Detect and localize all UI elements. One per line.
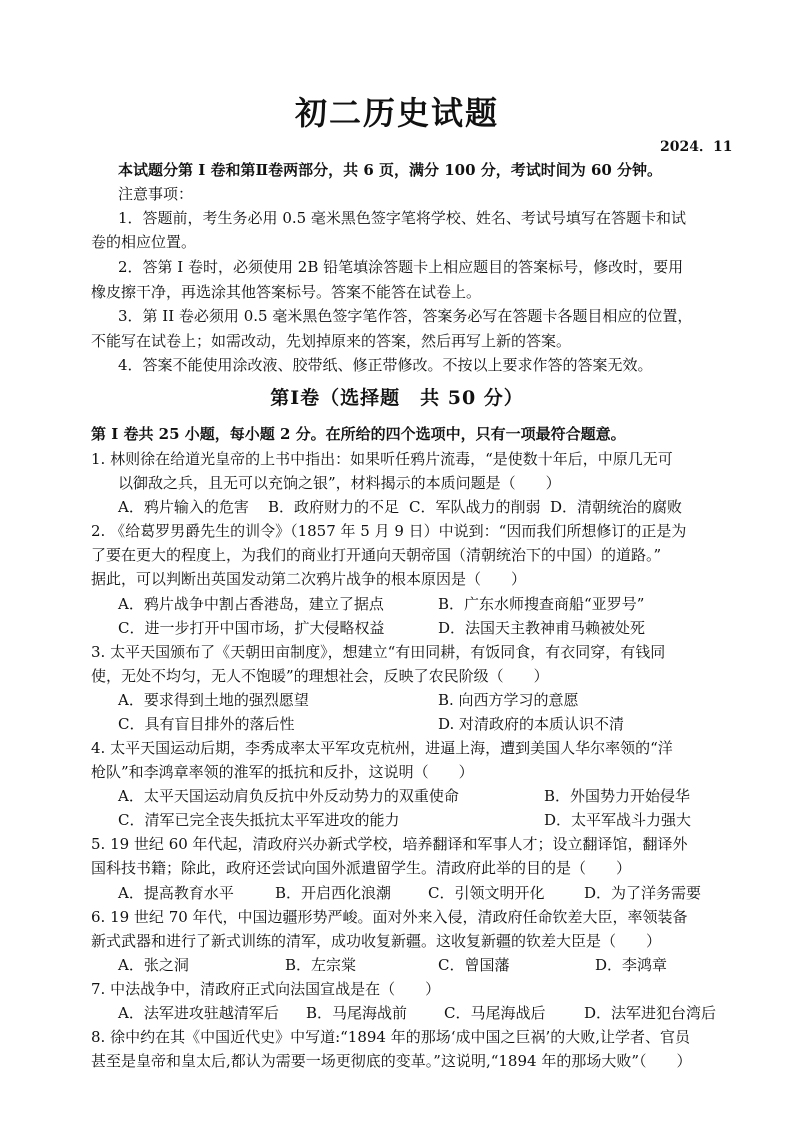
option-c: C．军队战力的削弱 xyxy=(409,498,541,516)
question-text: 国科技书籍；除此，政府还尝试向国外派遣留学生。清政府此举的目的是（ ） xyxy=(91,859,632,877)
option-a: A．太平天国运动肩负反抗中外反动势力的双重使命 xyxy=(118,787,459,805)
note-line: 1．答题前，考生务必用 0.5 毫米黑色签字笔将学校、姓名、考试号填写在答题卡和试 xyxy=(118,209,686,227)
exam-title: 初二历史试题 xyxy=(294,94,499,132)
question-text: 据此，可以判断出英国发动第二次鸦片战争的根本原因是（ ） xyxy=(91,570,527,588)
question-text: 8. 徐中约在其《中国近代史》中写道:“1894 年的那场‘成中国之巨祸’的大败,让学者、官员 xyxy=(91,1028,691,1046)
question-text: 4. 太平天国运动后期，李秀成率太平军攻克杭州，进逼上海，遭到美国人华尔率领的“洋 xyxy=(91,739,673,757)
section-instruction: 第 I 卷共 25 小题，每小题 2 分。在所给的四个选项中，只有一项最符合题意。 xyxy=(91,425,626,443)
option-c: C．具有盲目排外的落后性 xyxy=(118,715,295,733)
option-b: B．广东水师搜查商船“亚罗号” xyxy=(438,595,645,613)
option-a: A．法军进攻驻越清军后 xyxy=(118,1004,279,1022)
option-b: B．政府财力的不足 xyxy=(268,498,400,516)
question-text: 甚至是皇帝和皇太后,都认为需要一场更彻底的变革。”这说明,“1894 年的那场大败”（ ） xyxy=(91,1052,692,1070)
note-line: 橡皮擦干净，再选涂其他答案标号。答案不能答在试卷上。 xyxy=(91,283,482,301)
option-d: D．为了洋务需要 xyxy=(584,884,702,902)
option-d: D．清朝统治的腐败 xyxy=(550,498,683,516)
question-text: 3. 太平天国颁布了《天朝田亩制度》，想建立“有田同耕，有饭同食，有衣同穿，有钱同 xyxy=(91,643,666,661)
option-b: B．左宗棠 xyxy=(285,956,357,974)
option-d: D．李鸿章 xyxy=(595,956,668,974)
option-a: A．提高教育水平 xyxy=(118,884,234,902)
option-c: C．马尾海战后 xyxy=(444,1004,546,1022)
option-c: C．引领文明开化 xyxy=(428,884,545,902)
note-line: 3．第 II 卷必须用 0.5 毫米黑色签字笔作答，答案务必写在答题卡各题目相应的位置， xyxy=(118,307,693,325)
exam-date: 2024．11 xyxy=(660,139,733,155)
option-a: A．张之洞 xyxy=(118,956,189,974)
notice-label: 注意事项： xyxy=(118,185,194,203)
option-a: A．要求得到土地的强烈愿望 xyxy=(118,691,309,709)
question-text: 枪队”和李鸿章率领的淮军的抵抗和反扑，这说明（ ） xyxy=(91,763,474,781)
question-text: 使，无处不均匀，无人不饱暖”的理想社会，反映了农民阶级（ ） xyxy=(91,667,549,685)
option-c: C．进一步打开中国市场，扩大侵略权益 xyxy=(118,619,385,637)
question-text: 1. 林则徐在给道光皇帝的上书中指出：如果听任鸦片流毒，“是使数十年后，中原几无可 xyxy=(91,450,673,468)
option-b: B．马尾海战前 xyxy=(306,1004,408,1022)
question-text: 6. 19 世纪 70 年代，中国边疆形势严峻。面对外来入侵，清政府任命钦差大臣，率领装备 xyxy=(91,908,688,926)
section-title: 第Ⅰ卷（选择题 共 50 分） xyxy=(270,387,524,409)
option-a: A．鸦片输入的危害 xyxy=(118,498,249,516)
option-b: B. 向西方学习的意愿 xyxy=(438,691,579,709)
note-line: 4．答案不能使用涂改液、胶带纸、修正带修改。不按以上要求作答的答案无效。 xyxy=(118,356,653,374)
note-line: 卷的相应位置。 xyxy=(91,233,197,251)
question-text: 新式武器和进行了新式训练的清军，成功收复新疆。这收复新疆的钦差大臣是（ ） xyxy=(91,932,662,950)
option-c: C．清军已完全丧失抵抗太平军进攻的能力 xyxy=(118,811,400,829)
option-d: D．法国天主教神甫马赖被处死 xyxy=(438,619,646,637)
question-text: 5. 19 世纪 60 年代起，清政府兴办新式学校，培养翻译和军事人才；设立翻译馆，翻译外 xyxy=(91,835,688,853)
option-b: B．外国势力开始侵华 xyxy=(544,787,691,805)
exam-summary: 本试题分第 I 卷和第Ⅱ卷两部分，共 6 页，满分 100 分，考试时间为 60 分钟。 xyxy=(118,161,663,179)
option-d: D．法军进犯台湾后 xyxy=(584,1004,717,1022)
question-text: 了要在更大的程度上，为我们的商业打开通向天朝帝国（清朝统治下的中国）的道路。” xyxy=(91,546,662,564)
question-text: 2. 《给葛罗男爵先生的训令》（1857 年 5 月 9 日）中说到：“因而我们所想修订的正是为 xyxy=(91,522,687,540)
question-text: 以御敌之兵，且无可以充饷之银”，材料揭示的本质问题是（ ） xyxy=(118,474,561,492)
option-c: C．曾国藩 xyxy=(438,956,510,974)
option-d: D．太平军战斗力强大 xyxy=(544,811,692,829)
note-line: 不能写在试卷上；如需改动，先划掉原来的答案，然后再写上新的答案。 xyxy=(91,332,572,350)
question-text: 7. 中法战争中，清政府正式向法国宣战是在（ ） xyxy=(91,980,441,998)
option-a: A．鸦片战争中割占香港岛，建立了据点 xyxy=(118,595,384,613)
note-line: 2．答第 I 卷时，必须使用 2B 铅笔填涂答题卡上相应题目的答案标号，修改时，要用 xyxy=(118,258,684,276)
option-d: D. 对清政府的本质认识不清 xyxy=(438,715,625,733)
option-b: B．开启西化浪潮 xyxy=(275,884,392,902)
